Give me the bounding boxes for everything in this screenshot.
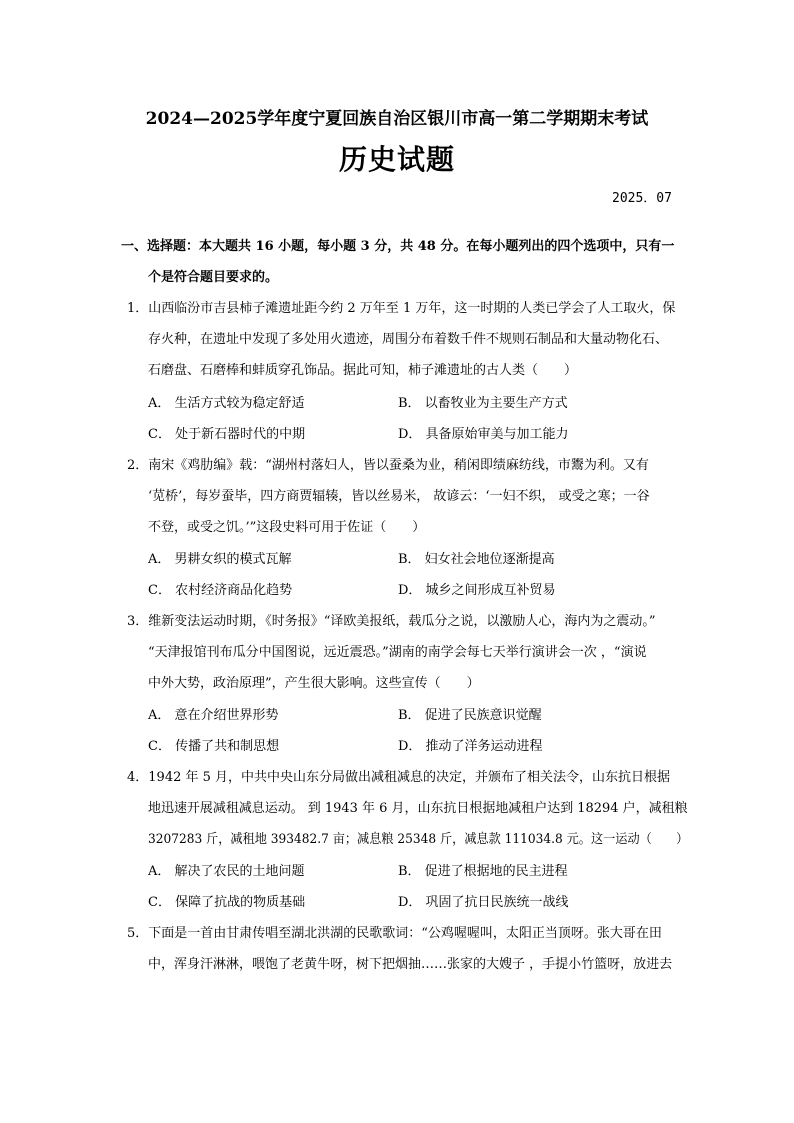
section-instructions-line1: 一、选择题：本大题共 16 小题，每小题 3 分，共 48 分。在每小题列出的四个选项中，只有一 <box>121 239 675 254</box>
question-4-line3: 3207283 斤，减租地 393482.7 亩；减息粮 25348 斤，减息款 111034.8 元。这一运动（ ） <box>148 832 689 847</box>
question-1-line1: 1．山西临汾市吉县柿子滩遗址距今约 2 万年至 1 万年，这一时期的人类已学会了人工取火，保 <box>127 301 676 316</box>
question-1-option-c[interactable]: C． 处于新石器时代的中期 <box>148 427 306 442</box>
question-3-option-a[interactable]: A． 意在介绍世界形势 <box>148 708 279 723</box>
question-3-line1: 3．维新变法运动时期，《时务报》“译欧美报纸，载瓜分之说，以激励人心，海内为之震动。” <box>127 614 656 629</box>
question-1-option-d[interactable]: D． 具备原始审美与加工能力 <box>398 427 569 442</box>
question-3-option-d[interactable]: D． 推动了洋务运动进程 <box>398 739 543 754</box>
question-3-line2: “天津报馆刊布瓜分中国图说，远近震恐。”湖南的南学会每七天举行演讲会一次 ，“演说 <box>148 645 647 660</box>
question-4-option-d[interactable]: D． 巩固了抗日民族统一战线 <box>398 895 569 910</box>
question-1-option-a[interactable]: A． 生活方式较为稳定舒适 <box>148 396 305 411</box>
question-5-line2: 中，浑身汗淋淋，喂饱了老黄牛呀，树下把烟抽……张家的大嫂子 ，手提小竹篮呀，放进去 <box>148 957 673 972</box>
question-3-option-b[interactable]: B． 促进了民族意识觉醒 <box>398 708 542 723</box>
question-2-option-c[interactable]: C． 农村经济商品化趋势 <box>148 583 293 598</box>
question-4-option-a[interactable]: A． 解决了农民的土地问题 <box>148 864 305 879</box>
question-4-line2: 地迅速开展减租减息运动。 到 1943 年 6 月，山东抗日根据地减租户达到 18294 户，减租粮 <box>148 801 688 816</box>
question-5-line1: 5．下面是一首由甘肃传唱至湖北洪湖的民歌歌词：“公鸡喔喔叫，太阳正当顶呀。张大哥在田 <box>127 926 662 941</box>
exam-title: 2024—2025学年度宁夏回族自治区银川市高一第二学期期末考试 <box>145 109 649 129</box>
question-4-option-c[interactable]: C． 保障了抗战的物质基础 <box>148 895 306 910</box>
question-3-option-c[interactable]: C． 传播了共和制思想 <box>148 739 280 754</box>
question-2-option-a[interactable]: A． 男耕女织的模式瓦解 <box>148 552 292 567</box>
subject-title: 历史试题 <box>338 143 455 176</box>
question-1-line2: 存火种，在遗址中发现了多处用火遗迹，周围分布着数千件不规则石制品和大量动物化石、 <box>148 332 669 347</box>
question-1-line3: 石磨盘、石磨棒和蚌质穿孔饰品。据此可知，柿子滩遗址的古人类（ ） <box>148 363 578 378</box>
exam-date: 2025．07 <box>612 191 672 206</box>
question-2-option-b[interactable]: B． 妇女社会地位逐渐提高 <box>398 552 555 567</box>
question-1-option-b[interactable]: B． 以畜牧业为主要生产方式 <box>398 396 568 411</box>
question-2-option-d[interactable]: D． 城乡之间形成互补贸易 <box>398 583 556 598</box>
question-2-line1: 2．南宋《鸡肋编》载：“湖州村落妇人，皆以蚕桑为业，稍闲即绩麻纺线，市鬻为利。又有 <box>127 458 649 473</box>
question-2-line3: 不登，或受之饥。’”这段史料可用于佐证（ ） <box>148 520 426 535</box>
question-2-line2: ‘苋桥’，每岁蚕毕，四方商贾辐辏，皆以丝易米， 故谚云：‘一妇不织， 或受之寒；一谷 <box>148 489 650 504</box>
question-4-line1: 4．1942 年 5 月，中共中央山东分局做出减租减息的决定，并颁布了相关法令，山东抗日根据 <box>127 770 671 785</box>
section-instructions-line2: 个是符合题目要求的。 <box>148 270 279 285</box>
question-4-option-b[interactable]: B． 促进了根据地的民主进程 <box>398 864 568 879</box>
question-3-line3: 中外大势，政治原理”，产生很大影响。这些宣传（ ） <box>148 676 480 691</box>
